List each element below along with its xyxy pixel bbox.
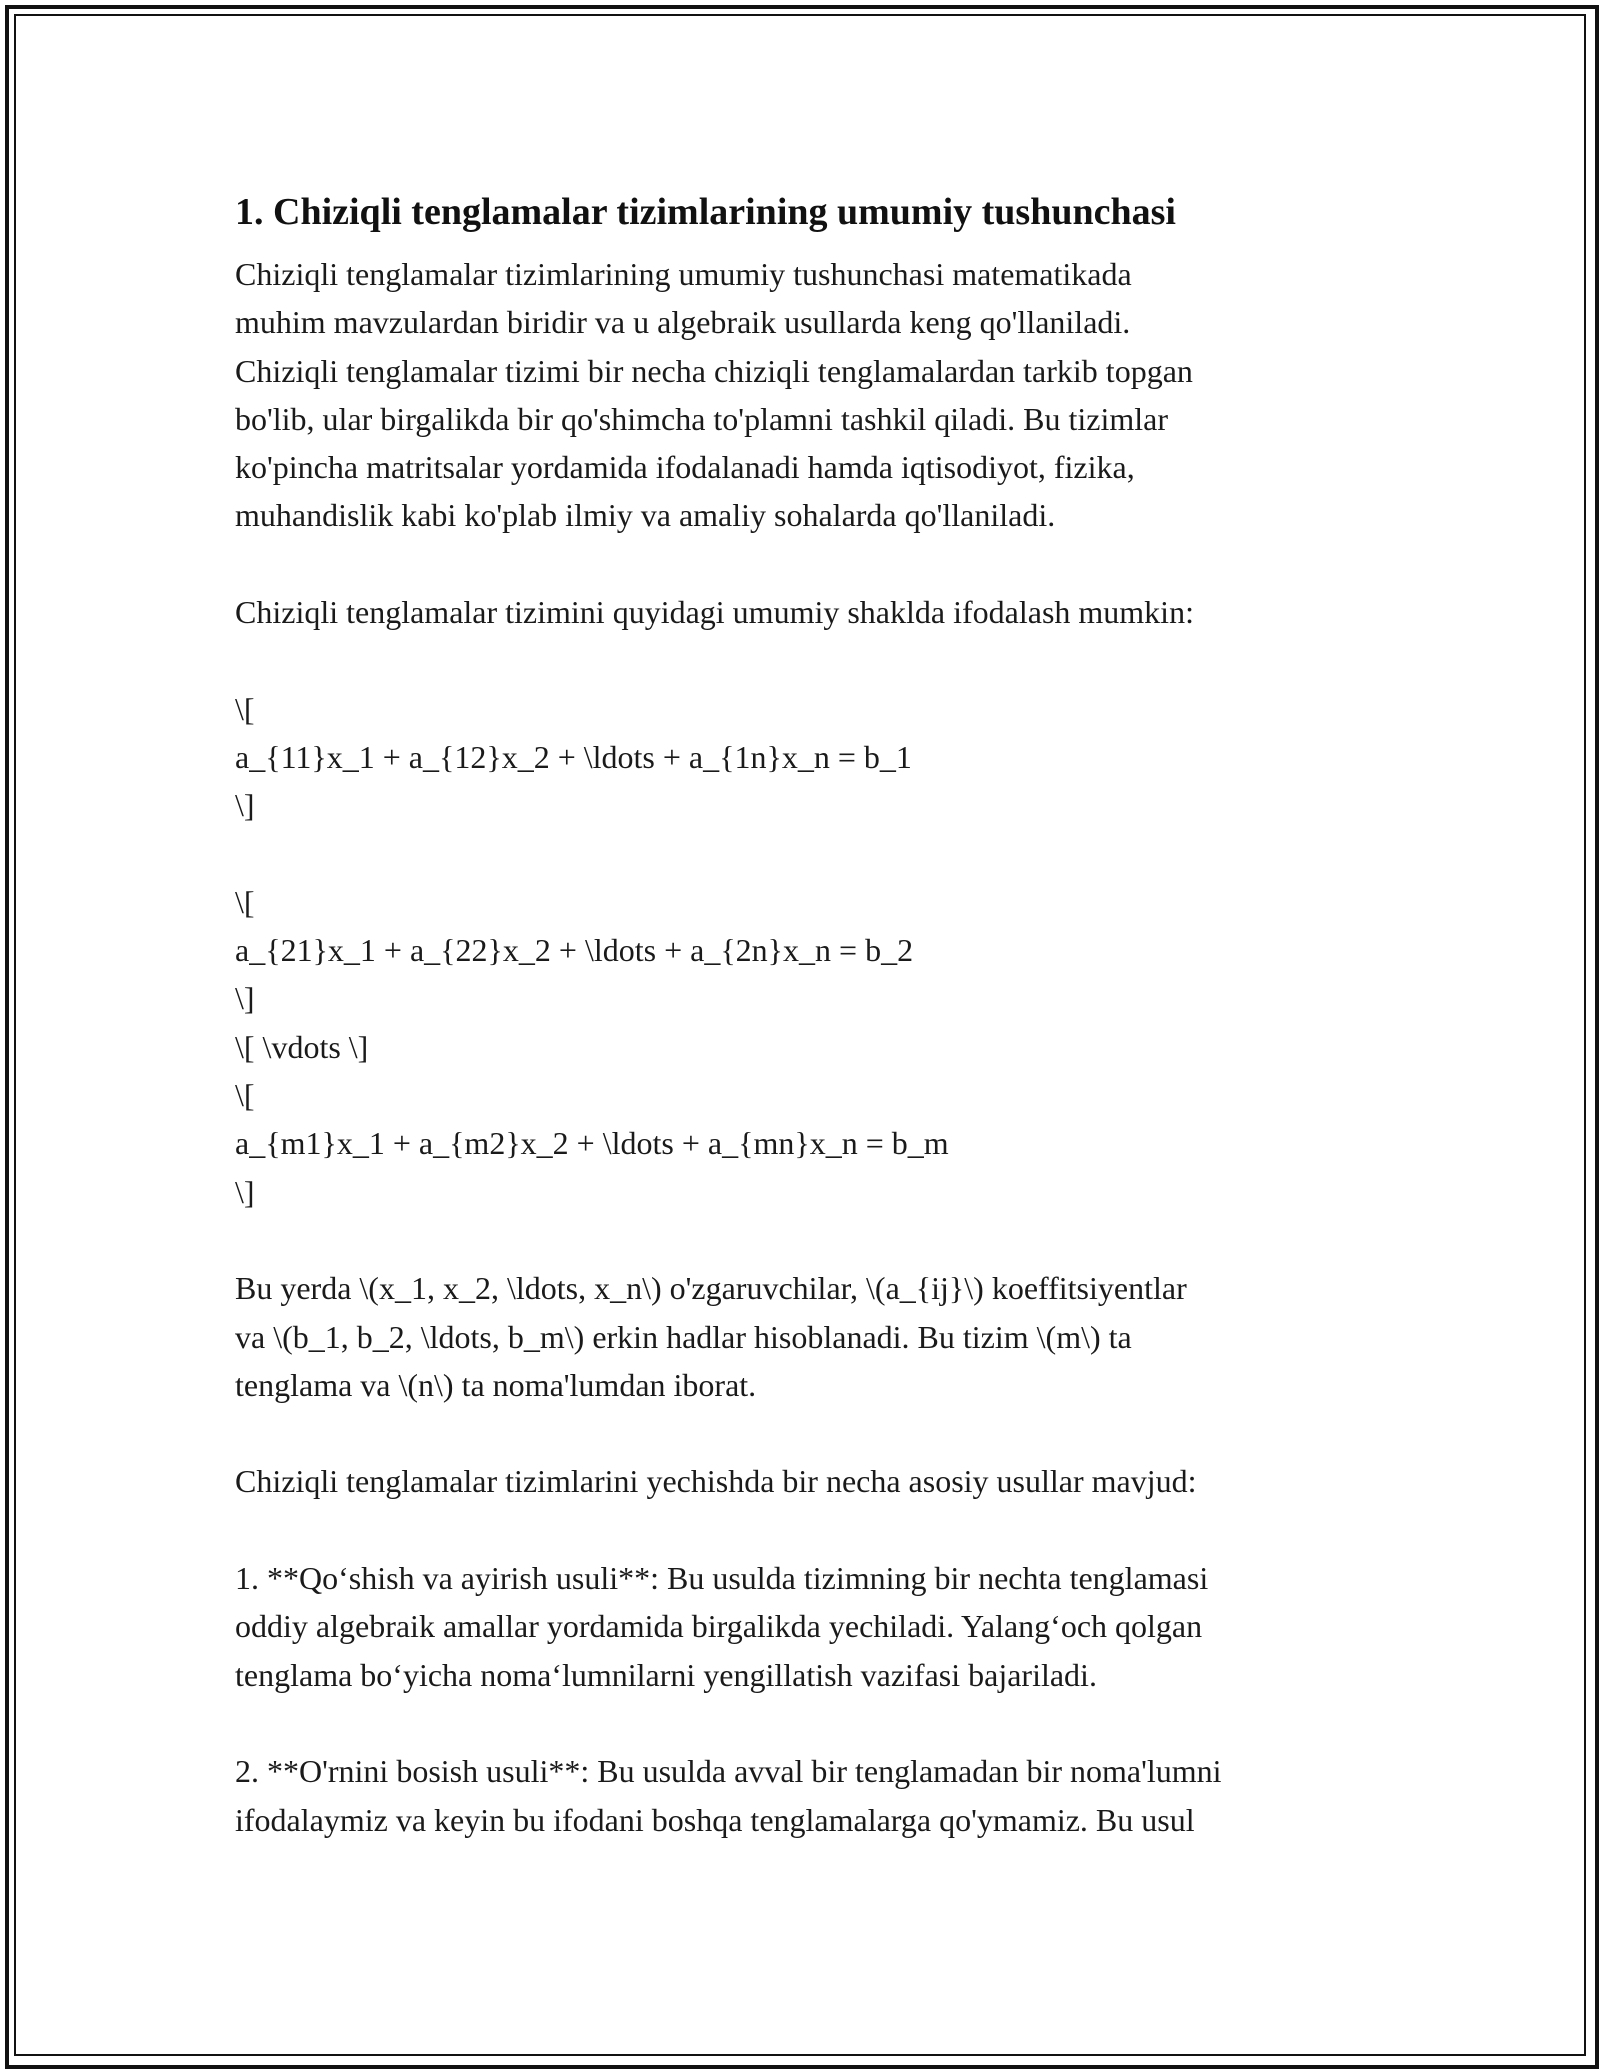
paragraph-spacer [235, 830, 1375, 878]
equation-block-2: \[ a_{21}x_1 + a_{22}x_2 + \ldots + a_{2n}x_n = b_2 \] \[ \vdots \] \[ a_{m1}x_1 + a_{m2}x_2 + \ldots + a_{mn}x_n = b_m \] [235, 883, 949, 1210]
paragraph-spacer [235, 540, 1375, 588]
methods-intro: Chiziqli tenglamalar tizimlarini yechishda bir necha asosiy usullar mavjud: [235, 1463, 1197, 1500]
general-form-intro: Chiziqli tenglamalar tizimini quyidagi umumiy shaklda ifodalash mumkin: [235, 594, 1194, 631]
paragraph-spacer [235, 636, 1375, 684]
variables-paragraph: Bu yerda \(x_1, x_2, \ldots, x_n\) o'zgaruvchilar, \(a_{ij}\) koeffitsiyentlar va \(b_1, b_2, \ldots, b_m\) erkin hadlar hisoblanadi. Bu tizim \(m\) ta tenglama va \(n\) ta noma'lumdan iborat. [235, 1270, 1187, 1403]
paragraph-spacer [235, 1506, 1375, 1554]
method-item-2: 2. **O'rnini bosish usuli**: Bu usulda avval bir tenglamadan bir noma'lumni ifodalaymiz va keyin bu ifodani boshqa tenglamalarga qo'ymamiz. Bu usul [235, 1753, 1222, 1838]
intro-paragraph: Chiziqli tenglamalar tizimlarining umumiy tushunchasi matematikada muhim mavzulardan biridir va u algebraik usullarda keng qo'llaniladi. Chiziqli tenglamalar tizimi bir necha chiziqli tenglamalardan tarkib topgan bo'lib, ular birgalikda bir qo'shimcha to'plamni tashkil qiladi. Bu tizimlar ko'pincha matritsalar yordamida ifodalanadi hamda iqtisodiyot, fizika, muhandislik kabi ko'plab ilmiy va amaliy sohalarda qo'llaniladi. [235, 256, 1193, 534]
equation-block-1: \[ a_{11}x_1 + a_{12}x_2 + \ldots + a_{1n}x_n = b_1 \] [235, 690, 912, 824]
document-body [235, 188, 1375, 1844]
method-item-1: 1. **Qo‘shish va ayirish usuli**: Bu usulda tizimning bir nechta tenglamasi oddiy algebraik amallar yordamida birgalikda yechiladi. Yalang‘och qolgan tenglama bo‘yicha noma‘lumnilarni yengillatish vazifasi bajariladi. [235, 1560, 1209, 1693]
section-heading: 1. Chiziqli tenglamalar tizimlarining umumiy tushunchasi [235, 191, 1176, 233]
paragraph-spacer [235, 1699, 1375, 1747]
paragraph-spacer [235, 1409, 1375, 1457]
paragraph-spacer [235, 1216, 1375, 1264]
